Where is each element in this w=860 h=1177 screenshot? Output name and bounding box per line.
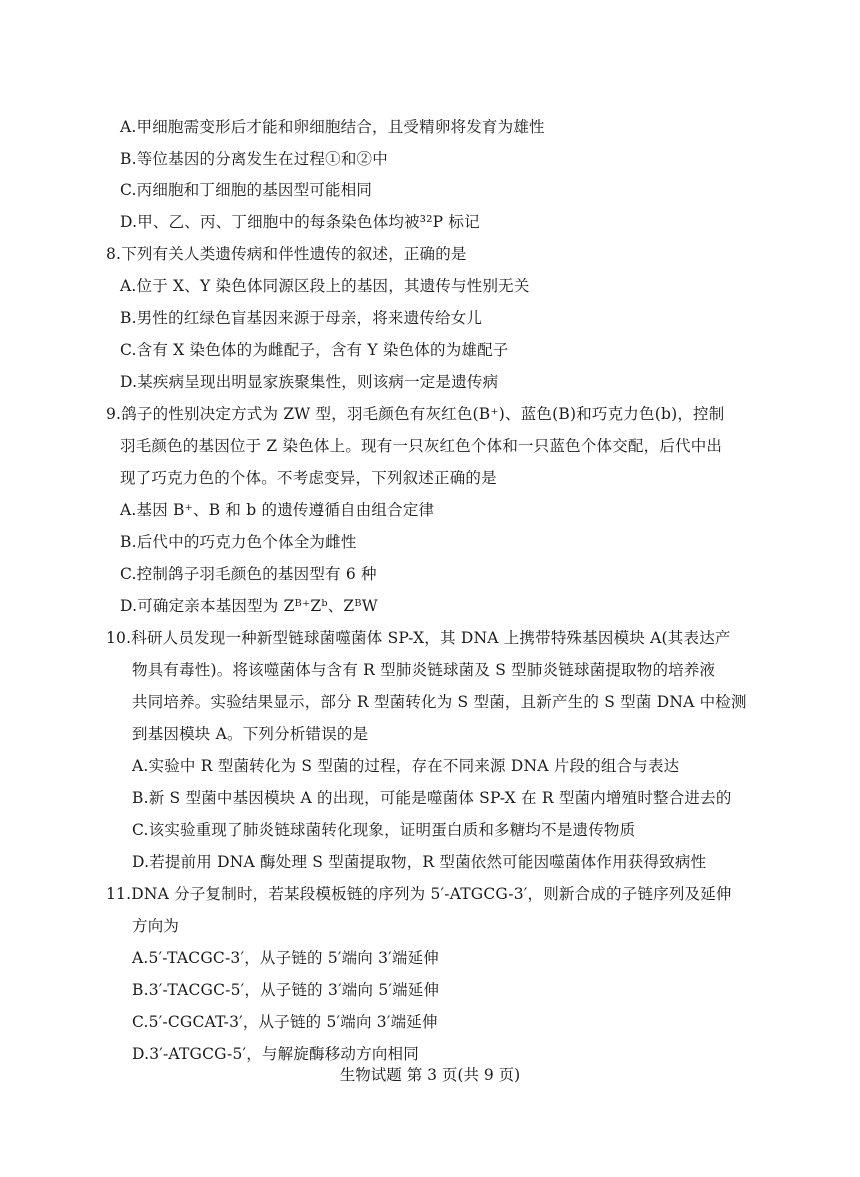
q11-option-c: C.5′-CGCAT-3′，从子链的 5′端向 3′端延伸 — [132, 1013, 438, 1031]
q8-option-b: B.男性的红绿色盲基因来源于母亲，将来遗传给女儿 — [120, 309, 483, 327]
q11-option-b: B.3′-TACGC-5′，从子链的 3′端向 5′端延伸 — [132, 981, 440, 999]
q8-option-a: A.位于 X、Y 染色体同源区段上的基因，其遗传与性别无关 — [120, 277, 530, 295]
q9-option-b: B.后代中的巧克力色个体全为雌性 — [120, 533, 357, 551]
q10-stem-line-4: 到基因模块 A。下列分析错误的是 — [132, 725, 369, 743]
q8-stem: 8.下列有关人类遗传病和伴性遗传的叙述，正确的是 — [106, 245, 467, 263]
q10-option-a: A.实验中 R 型菌转化为 S 型菌的过程，存在不同来源 DNA 片段的组合与表达 — [132, 757, 680, 775]
q7-option-b: B.等位基因的分离发生在过程①和②中 — [120, 150, 388, 168]
q9-stem-line-2: 羽毛颜色的基因位于 Z 染色体上。现有一只灰红色个体和一只蓝色个体交配，后代中出 — [120, 437, 723, 455]
q7-option-d: D.甲、乙、丙、丁细胞中的每条染色体均被³²P 标记 — [120, 213, 480, 231]
q9-stem-line-3: 现了巧克力色的个体。不考虑变异，下列叙述正确的是 — [120, 469, 497, 487]
q9-stem-line-1: 9.鸽子的性别决定方式为 ZW 型，羽毛颜色有灰红色(B⁺)、蓝色(B)和巧克力色(b)，控制 — [106, 405, 725, 423]
q8-option-c: C.含有 X 染色体的为雌配子，含有 Y 染色体的为雄配子 — [120, 341, 509, 359]
q10-stem-line-3: 共同培养。实验结果显示，部分 R 型菌转化为 S 型菌，且新产生的 S 型菌 DNA 中检测 — [132, 693, 747, 711]
q10-stem-line-1: 10.科研人员发现一种新型链球菌噬菌体 SP-X，其 DNA 上携带特殊基因模块 A(其表达产 — [106, 629, 731, 647]
q11-option-d: D.3′-ATGCG-5′，与解旋酶移动方向相同 — [132, 1045, 419, 1063]
q7-option-c: C.丙细胞和丁细胞的基因型可能相同 — [120, 181, 373, 199]
q10-stem-line-2: 物具有毒性)。将该噬菌体与含有 R 型肺炎链球菌及 S 型肺炎链球菌提取物的培养液 — [132, 661, 716, 679]
q10-option-d: D.若提前用 DNA 酶处理 S 型菌提取物，R 型菌依然可能因噬菌体作用获得致病性 — [132, 853, 707, 871]
q8-option-d: D.某疾病呈现出明显家族聚集性，则该病一定是遗传病 — [120, 373, 499, 391]
q9-option-a: A.基因 B⁺、B 和 b 的遗传遵循自由组合定律 — [120, 501, 435, 519]
q11-option-a: A.5′-TACGC-3′，从子链的 5′端向 3′端延伸 — [132, 949, 440, 967]
q10-option-b: B.新 S 型菌中基因模块 A 的出现，可能是噬菌体 SP-X 在 R 型菌内增殖时整合进去的 — [132, 789, 732, 807]
q9-option-c: C.控制鸽子羽毛颜色的基因型有 6 种 — [120, 565, 377, 583]
q9-option-d: D.可确定亲本基因型为 Zᴮ⁺Zᵇ、ZᴮW — [120, 597, 378, 615]
q10-option-c: C.该实验重现了肺炎链球菌转化现象，证明蛋白质和多糖均不是遗传物质 — [132, 821, 636, 839]
q7-option-a: A.甲细胞需变形后才能和卵细胞结合，且受精卵将发育为雄性 — [120, 118, 545, 136]
q11-stem-line-2: 方向为 — [132, 917, 180, 935]
q11-stem-line-1: 11.DNA 分子复制时，若某段模板链的序列为 5′-ATGCG-3′，则新合成的子链序列及延伸 — [106, 885, 732, 903]
page-footer: 生物试题 第 3 页(共 9 页) — [339, 1066, 521, 1084]
